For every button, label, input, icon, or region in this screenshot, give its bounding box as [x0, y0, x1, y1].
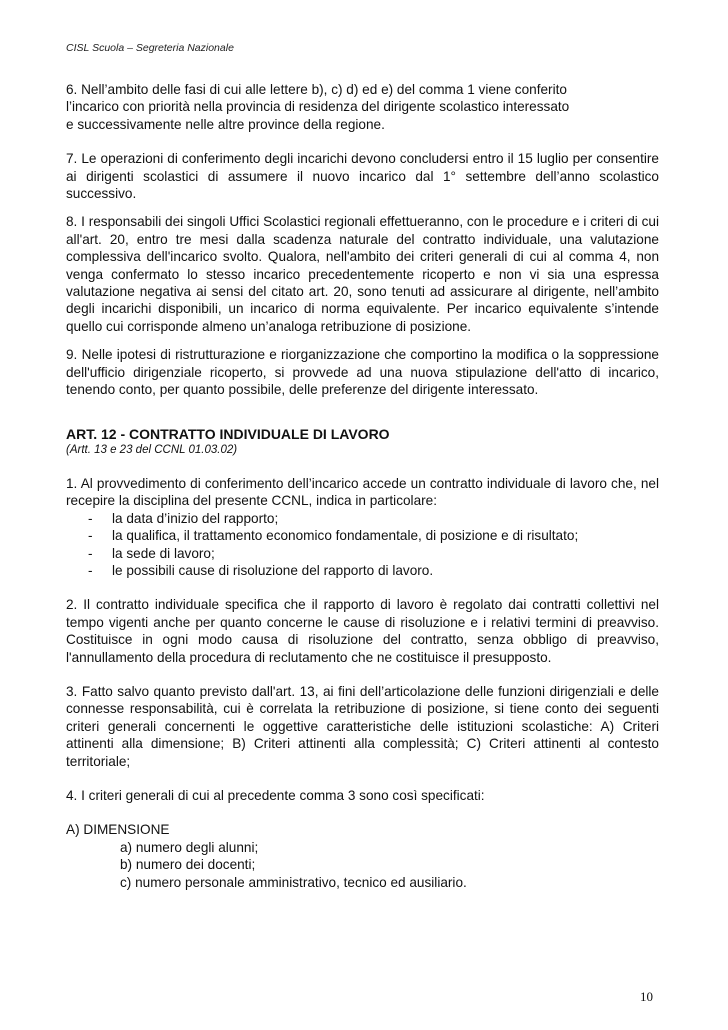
- paragraph-7: 7. Le operazioni di conferimento degli incarichi devono concludersi entro il 15 luglio per consentire ai dirigenti scolastici di assumere il nuovo incarico dal 1° settembre dell’anno scolastico successivo.: [66, 151, 659, 202]
- article-title: ART. 12 - CONTRATTO INDIVIDUALE DI LAVORO: [66, 425, 390, 442]
- document-body: [66, 81, 659, 891]
- dimension-item-c: c) numero personale amministrativo, tecnico ed ausiliario.: [120, 874, 467, 890]
- list-item: - la data d’inizio del rapporto;: [88, 510, 279, 526]
- paragraph-8: 8. I responsabili dei singoli Uffici Scolastici regionali effettueranno, con le procedure e i criteri di cui all'art. 20, entro tre mesi dalla scadenza naturale del contratto individuale, una valutazione complessiva dell'incarico svolto. Qualora, nell'ambito dei criteri generali di cui al comma 4, non venga confermato lo stesso incarico precedentemente ricoperto e non vi sia una espressa valutazione negativa ai sensi del citato art. 20, sono tenuti ad assicurare al dirigente, nell’ambito degli incarichi disponibili, un incarico di norma equivalente. Per incarico equivalente s’intende quello cui corrisponde almeno un’analoga retribuzione di posizione.: [66, 214, 659, 334]
- list-item: - le possibili cause di risoluzione del rapporto di lavoro.: [88, 562, 434, 578]
- article-reference: (Artt. 13 e 23 del CCNL 01.03.02): [66, 443, 238, 456]
- list-item: - la qualifica, il trattamento economico fondamentale, di posizione e di risultato;: [88, 528, 579, 544]
- list-item: - la sede di lavoro;: [88, 545, 215, 561]
- comma-3: 3. Fatto salvo quanto previsto dall'art. 13, ai fini dell’articolazione delle funzioni dirigenziali e delle connesse responsabilità, cui è correlata la retribuzione di posizione, si tiene conto dei seguenti criteri generali concernenti le oggettive caratteristiche delle istituzioni scolastiche: A) Criteri attinenti alla dimensione; B) Criteri attinenti alla complessità; C) Criteri attinenti al contesto territoriale;: [66, 683, 659, 769]
- page-number: 10: [640, 989, 653, 1004]
- paragraph-6-line-1: 6. Nell’ambito delle fasi di cui alle lettere b), c) d) ed e) del comma 1 viene conferito: [66, 82, 567, 97]
- paragraph-6: [66, 81, 659, 133]
- paragraph-6-line-2: l’incarico con priorità nella provincia di residenza del dirigente scolastico interessato: [66, 99, 570, 115]
- comma-4: 4. I criteri generali di cui al precedente comma 3 sono così specificati:: [66, 788, 485, 803]
- comma-1-intro: 1. Al provvedimento di conferimento dell’incarico accede un contratto individuale di lavoro che, nel recepire la disciplina del presente CCNL, indica in particolare:: [66, 475, 659, 509]
- running-header: CISL Scuola – Segreteria Nazionale: [66, 42, 234, 54]
- paragraph-6-line-3: e successivamente nelle altre province della regione.: [66, 116, 385, 132]
- dimension-item-a: a) numero degli alunni;: [120, 839, 259, 855]
- dimension-item-b: b) numero dei docenti;: [120, 857, 256, 873]
- dimension-heading: A) DIMENSIONE: [66, 822, 170, 838]
- paragraph-9: 9. Nelle ipotesi di ristrutturazione e riorganizzazione che comportino la modifica o la soppressione dell'ufficio dirigenziale ricoperto, si provvede ad una nuova stipulazione dell'atto di incarico, tenendo conto, per quanto possibile, delle preferenze del dirigente interessato.: [66, 347, 659, 398]
- comma-2: 2. Il contratto individuale specifica che il rapporto di lavoro è regolato dai contratti collettivi nel tempo vigenti anche per quanto concerne le cause di risoluzione e i relativi termini di preavviso. Costituisce in ogni modo causa di risoluzione del contratto, senza obbligo di preavviso, l'annullamento della procedura di reclutamento che ne costituisce il presupposto.: [66, 597, 659, 665]
- comma-1-list: [66, 510, 659, 580]
